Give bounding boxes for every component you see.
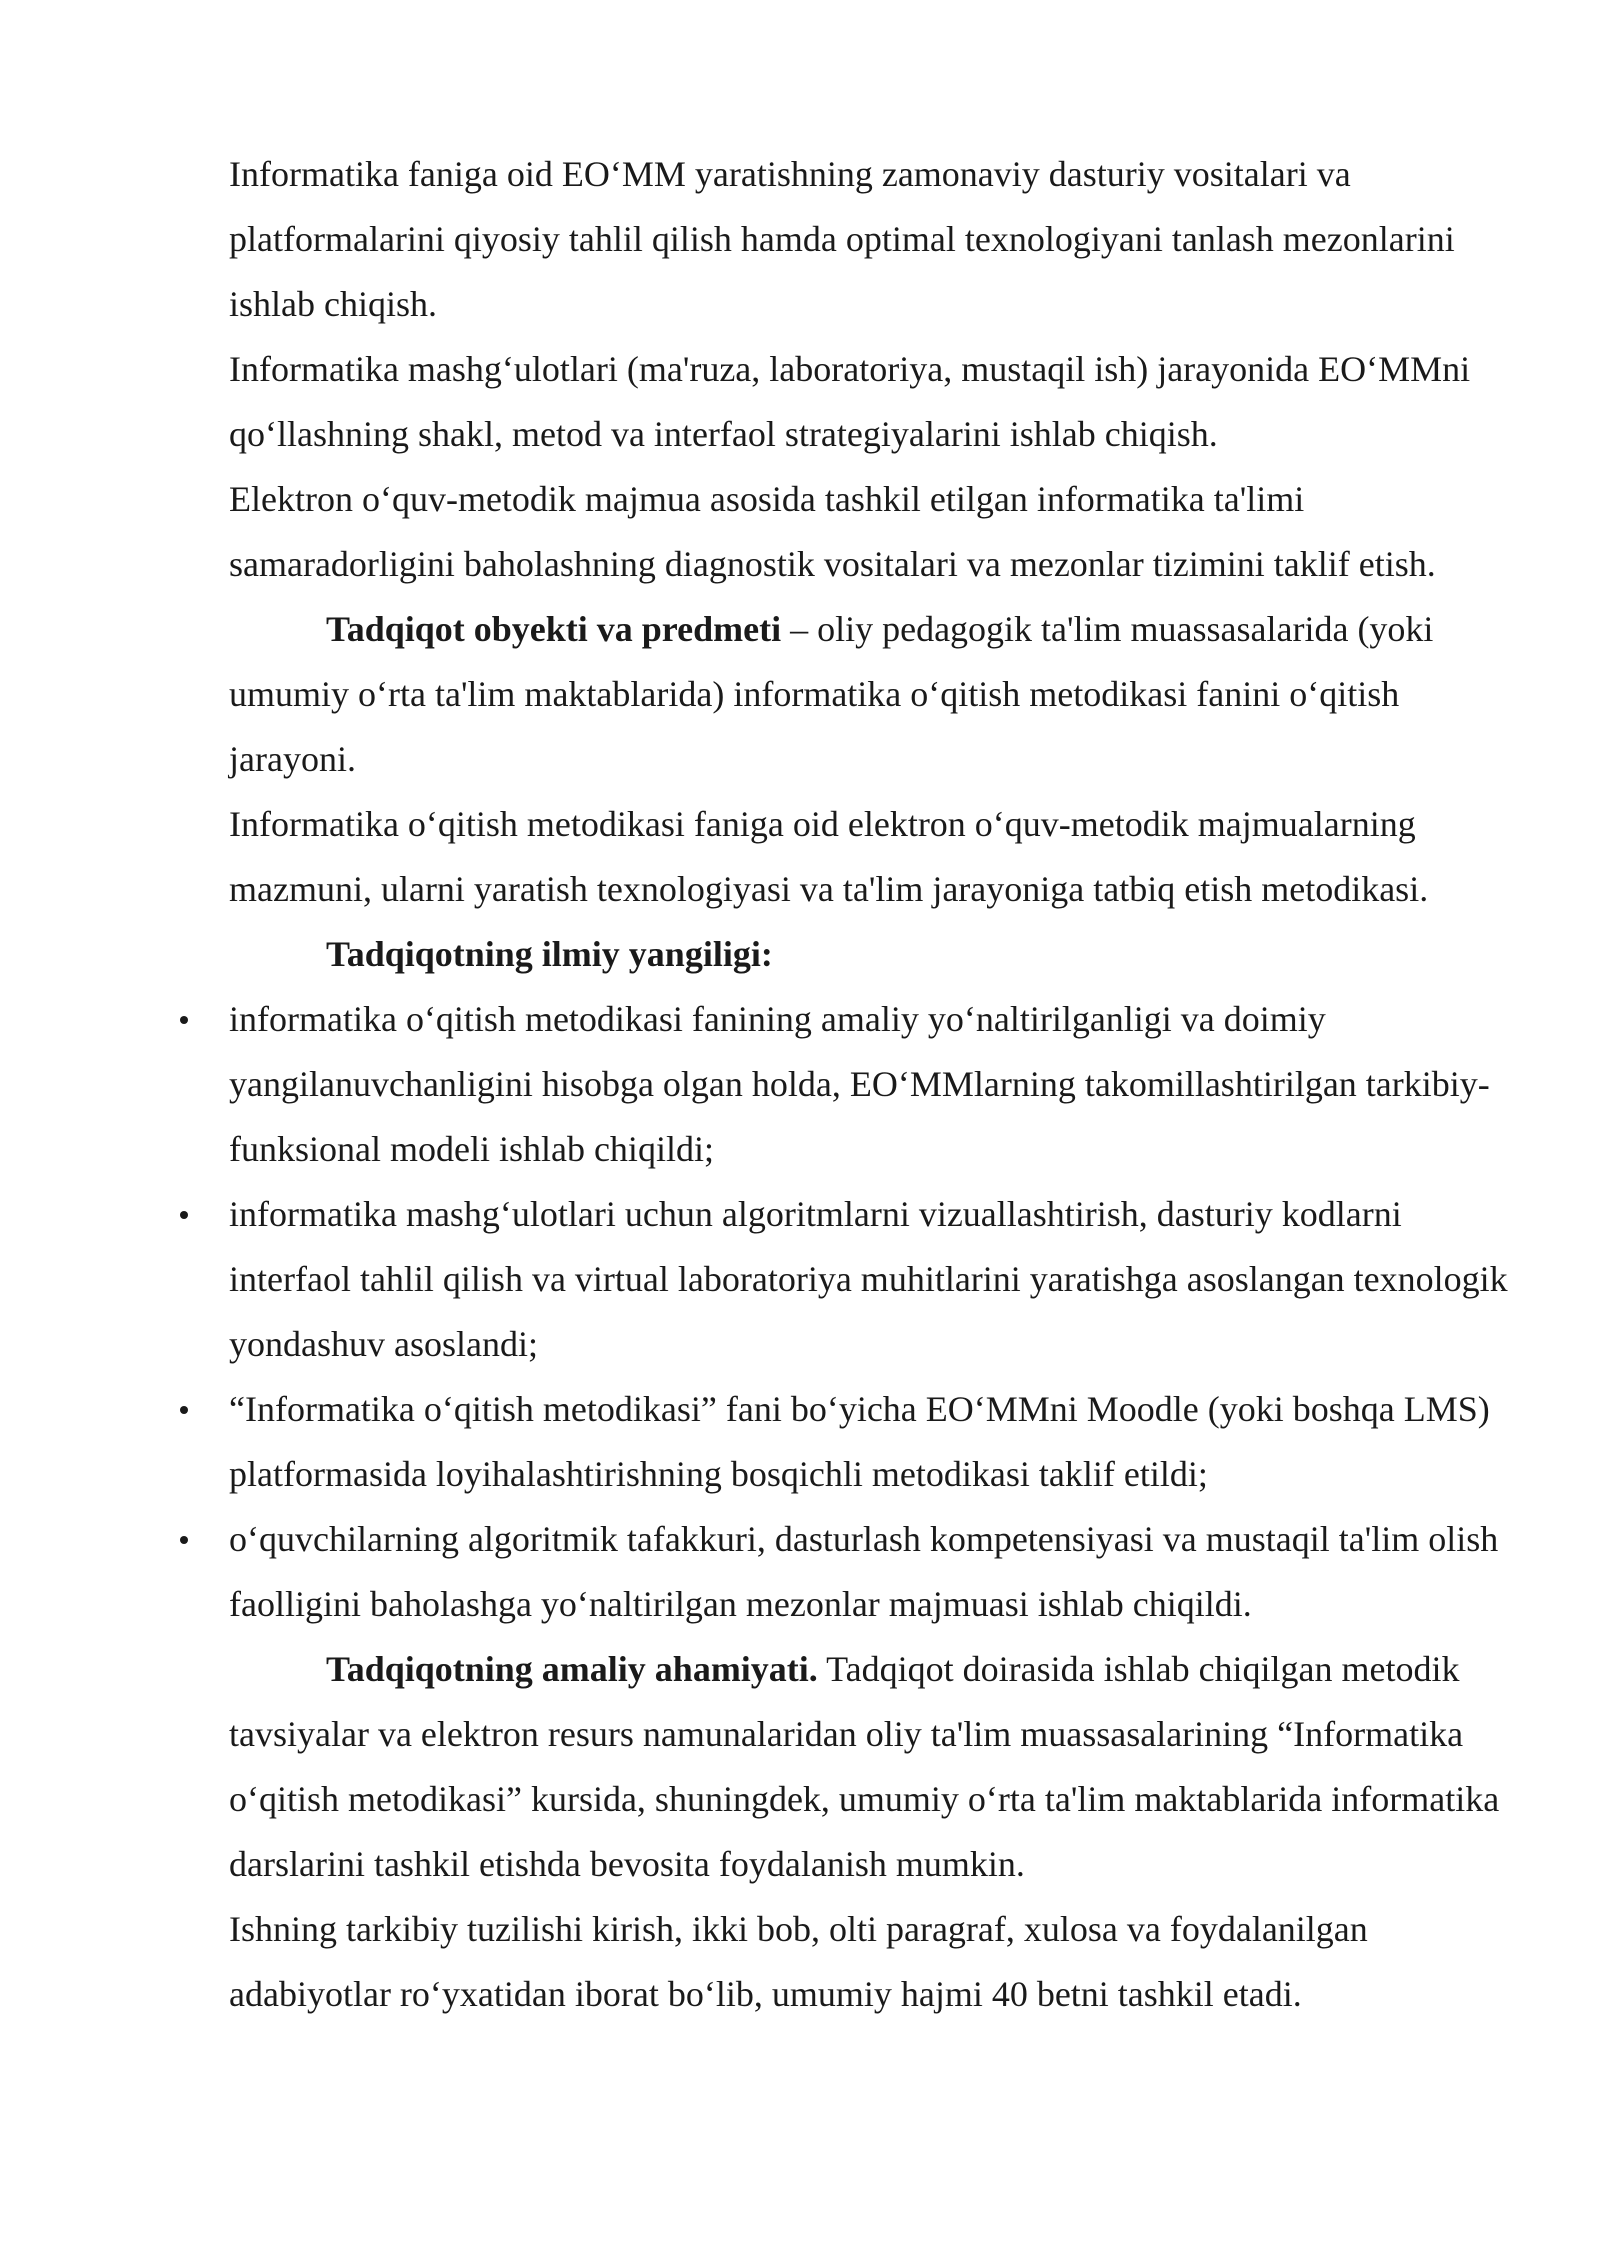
paragraph-research-object: [229, 597, 1529, 792]
list-item-text: informatika o‘qitish metodikasi fanining amaliy yo‘naltirilganligi va doimiy yangilanuvchanligini hisobga olgan holda, EO‘MMlarning takomillashtirilgan tarkibiy-funksional modeli ishlab chiqildi;: [229, 999, 1490, 1169]
list-item-text: o‘quvchilarning algoritmik tafakkuri, dasturlash kompetensiyasi va mustaqil ta'lim olish faolligini baholashga yo‘naltirilgan mezonlar majmuasi ishlab chiqildi.: [229, 1519, 1499, 1624]
bullet-icon: [180, 1536, 188, 1544]
list-item: [229, 1182, 1529, 1377]
paragraph-research-subject: Informatika o‘qitish metodikasi faniga oid elektron o‘quv-metodik majmualarning mazmuni, ularni yaratish texnologiyasi va ta'lim jarayoniga tatbiq etish metodikasi.: [229, 804, 1429, 909]
paragraph-practical-significance: [229, 1637, 1529, 1897]
list-item: [229, 987, 1529, 1182]
list-item-text: “Informatika o‘qitish metodikasi” fani bo‘yicha EO‘MMni Moodle (yoki boshqa LMS) platformasida loyihalashtirishning bosqichli metodikasi taklif etildi;: [229, 1389, 1490, 1494]
list-item-text: informatika mashg‘ulotlari uchun algoritmlarni vizuallashtirish, dasturiy kodlarni interfaol tahlil qilish va virtual laboratoriya muhitlarini yaratishga asoslangan texnologik yondashuv asoslandi;: [229, 1194, 1508, 1364]
bullet-icon: [180, 1406, 188, 1414]
research-object-text: – oliy pedagogik ta'lim muassasalarida (yoki umumiy o‘rta ta'lim maktablarida) informatika o‘qitish metodikasi fanini o‘qitish jarayoni.: [229, 609, 1434, 779]
novelty-list: [229, 987, 1529, 1637]
document-page: [229, 142, 1529, 2027]
paragraph-tools-comparison: Informatika faniga oid EO‘MM yaratishning zamonaviy dasturiy vositalari va platformalarini qiyosiy tahlil qilish hamda optimal texnologiyani tanlash mezonlarini ishlab chiqish.: [229, 154, 1455, 324]
bullet-icon: [180, 1016, 188, 1024]
list-item: [229, 1377, 1529, 1507]
paragraph-evaluation-criteria: Elektron o‘quv-metodik majmua asosida tashkil etilgan informatika ta'limi samaradorligini baholashning diagnostik vositalari va mezonlar tizimini taklif etish.: [229, 479, 1436, 584]
bullet-icon: [180, 1211, 188, 1219]
paragraph-structure: Ishning tarkibiy tuzilishi kirish, ikki bob, olti paragraf, xulosa va foydalanilgan adabiyotlar ro‘yxatidan iborat bo‘lib, umumiy hajmi 40 betni tashkil etadi.: [229, 1909, 1368, 2014]
paragraph-teaching-strategies: Informatika mashg‘ulotlari (ma'ruza, laboratoriya, mustaqil ish) jarayonida EO‘MMni qo‘llashning shakl, metod va interfaol strategiyalarini ishlab chiqish.: [229, 349, 1471, 454]
practical-heading: Tadqiqotning amaliy ahamiyati.: [326, 1649, 818, 1689]
list-item: [229, 1507, 1529, 1637]
practical-text: Tadqiqot doirasida ishlab chiqilgan metodik tavsiyalar va elektron resurs namunalaridan oliy ta'lim muassasalarining “Informatika o‘qitish metodikasi” kursida, shuningdek, umumiy o‘rta ta'lim maktablarida informatika darslarini tashkil etishda bevosita foydalanish mumkin.: [229, 1649, 1500, 1884]
research-object-heading: Tadqiqot obyekti va predmeti: [326, 609, 782, 649]
novelty-heading: Tadqiqotning ilmiy yangiligi:: [326, 934, 773, 974]
